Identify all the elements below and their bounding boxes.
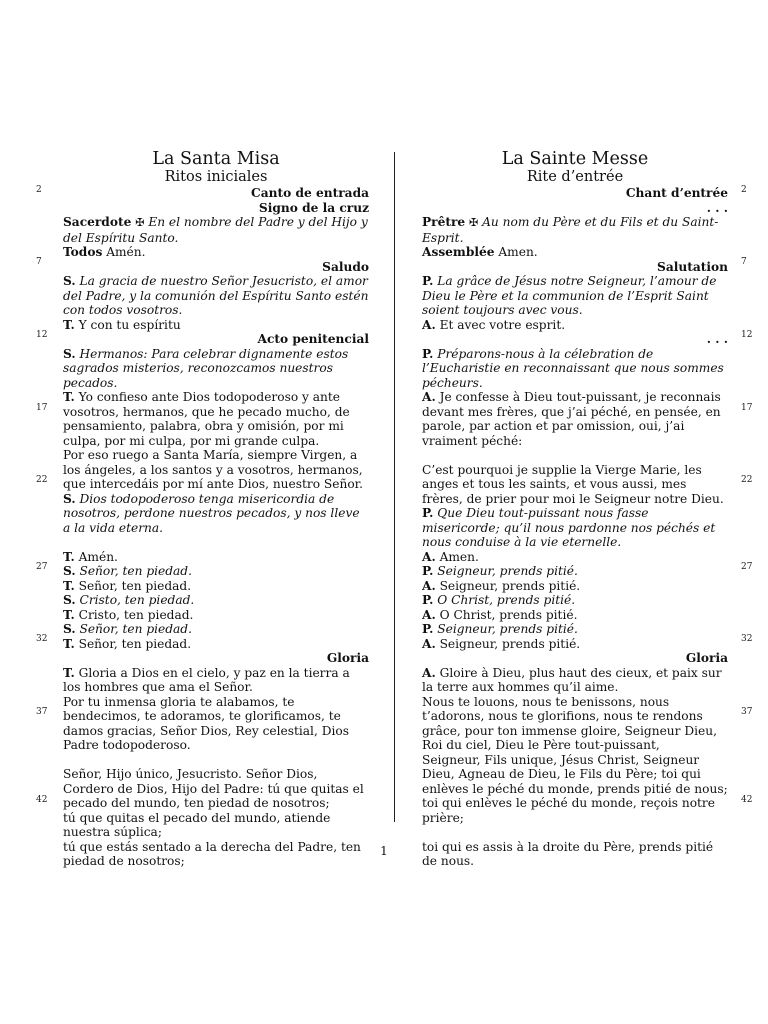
line-text: Seigneur, prends pitié.	[439, 636, 581, 651]
liturgy-line	[422, 463, 728, 507]
liturgy-line	[422, 390, 728, 448]
liturgy-line	[63, 811, 369, 840]
speaker-label: A.	[422, 607, 436, 622]
line-text: Señor, ten piedad.	[79, 564, 192, 578]
liturgy-line	[63, 593, 369, 608]
liturgy-line	[422, 608, 728, 623]
speaker-label: P.	[422, 274, 434, 288]
speaker-label: P.	[422, 506, 434, 520]
line-text: Señor, Hijo único, Jesucristo. Señor Dios, Cordero de Dios, Hijo del Padre: tú que quitas el pecado del mundo, ten piedad de nosotros;	[63, 767, 364, 810]
line-text: Yo confieso ante Dios todopoderoso y ante vosotros, hermanos, que he pecado mucho, de pensamiento, palabra, obra y omisión, por mi culpa, por mi culpa, por mi grande culpa.	[63, 390, 350, 448]
line-text: O Christ, prends pitié.	[439, 607, 578, 622]
line-text: Seigneur, prends pitié.	[437, 622, 578, 636]
line-text: Cristo, ten piedad.	[78, 607, 194, 622]
line-number: 12	[36, 330, 48, 340]
line-number: 37	[36, 707, 48, 717]
speaker-label: S.	[63, 564, 76, 578]
line-number: 27	[741, 562, 753, 572]
section-heading: Saludo	[322, 259, 369, 274]
line-text: Señor, ten piedad.	[78, 578, 192, 593]
liturgy-line	[63, 767, 369, 811]
liturgy-line	[422, 347, 728, 391]
french-title: La Sainte Messe	[501, 149, 649, 169]
section-heading: Canto de entrada	[251, 186, 369, 200]
liturgy-line	[422, 666, 728, 695]
line-text: toi qui enlèves le péché du monde, reçois notre prière;	[422, 796, 715, 825]
line-text: Et avec votre esprit.	[439, 317, 566, 332]
section-heading: Acto penitencial	[257, 332, 369, 346]
speaker-label: S.	[63, 274, 76, 288]
line-text: Seigneur, Fils unique, Jésus Christ, Seigneur Dieu, Agneau de Dieu, le Fils du Père; toi qui enlèves le péché du monde, prends pitié de nous;	[422, 752, 728, 796]
liturgy-line	[422, 695, 728, 753]
cross-icon: ✠	[135, 216, 145, 229]
spacer	[63, 753, 369, 768]
liturgy-line	[63, 550, 369, 565]
line-text: Por eso ruego a Santa María, siempre Virgen, a los ángeles, a los santos y a vosotros, hermanos, que intercedáis por mí ante Dios, nuestro Señor.	[63, 448, 364, 491]
line-number: 22	[36, 475, 48, 485]
line-text: C’est pourquoi je supplie la Vierge Marie, les anges et tous les saints, et vous aussi, mes frères, de prier pour moi le Seigneur notre Dieu.	[422, 462, 724, 506]
section-heading: . . .	[706, 332, 728, 346]
speaker-label: T.	[63, 665, 75, 680]
liturgy-line	[63, 245, 369, 260]
line-text: tú que estás sentado a la derecha del Padre, ten piedad de nosotros;	[63, 839, 361, 868]
line-number: 12	[741, 330, 753, 340]
speaker-label: T.	[63, 578, 75, 593]
liturgy-line	[63, 492, 369, 536]
line-text: Amén.	[78, 549, 118, 564]
line-text: Dios todopoderoso tenga misericordia de nosotros, perdone nuestros pecados, y nos lleve a la vida eterna.	[63, 491, 360, 535]
line-text: Amén.	[106, 245, 146, 259]
line-text: Cristo, ten piedad.	[79, 593, 195, 607]
line-text: Por tu inmensa gloria te alabamos, te bendecimos, te adoramos, te glorificamos, te damos gracias, Señor Dios, Rey celestial, Dios Padre todopoderoso.	[63, 694, 349, 752]
speaker-label: S.	[63, 593, 76, 607]
liturgy-line	[63, 390, 369, 448]
speaker-label: A.	[422, 578, 436, 593]
line-number: 32	[36, 634, 48, 644]
spacer	[422, 825, 728, 840]
speaker-label: T.	[63, 317, 75, 332]
liturgy-line	[63, 215, 369, 245]
spacer	[63, 535, 369, 550]
liturgy-line	[422, 593, 728, 608]
line-text: Gloire à Dieu, plus haut des cieux, et paix sur la terre aux hommes qu’il aime.	[422, 665, 722, 694]
liturgy-line	[422, 579, 728, 594]
liturgy-line	[422, 564, 728, 579]
speaker-label: T.	[63, 636, 75, 651]
liturgy-line	[63, 622, 369, 637]
line-number: 37	[741, 707, 753, 717]
page-number: 1	[380, 844, 388, 858]
speaker-label: P.	[422, 593, 434, 607]
line-number: 42	[741, 795, 753, 805]
line-text: Préparons-nous à la célebration de l’Eucharistie en reconnaissant que nous sommes pécheurs.	[422, 346, 724, 390]
line-text: Au nom du Père et du Fils et du Saint-Esprit.	[422, 215, 719, 245]
section-heading: Gloria	[326, 651, 369, 665]
liturgy-line	[63, 608, 369, 623]
liturgy-line	[422, 318, 728, 333]
french-subtitle: Rite d’entrée	[526, 169, 624, 185]
speaker-label: P.	[422, 346, 434, 361]
liturgy-line	[422, 215, 728, 245]
speaker-label: A.	[422, 665, 436, 680]
line-number: 7	[36, 257, 42, 267]
liturgy-line	[63, 579, 369, 594]
section-heading: Gloria	[685, 651, 728, 665]
line-text: Gloria a Dios en el cielo, y paz en la tierra a los hombres que ama el Señor.	[63, 665, 350, 694]
french-column	[422, 148, 728, 869]
line-number: 32	[741, 634, 753, 644]
section-heading: Chant d’entrée	[625, 186, 728, 200]
line-number: 27	[36, 562, 48, 572]
line-text: Amen.	[439, 549, 479, 564]
line-text: Y con tu espíritu	[78, 317, 181, 332]
speaker-label: P.	[422, 564, 434, 578]
line-text: Nous te louons, nous te benissons, nous t’adorons, nous te glorifions, nous te rendons grâce, pour ton immense gloire, Seigneur Dieu, Roi du ciel, Dieu le Père tout-puissant,	[422, 694, 717, 752]
speaker-label: T.	[63, 390, 75, 404]
line-text: Señor, ten piedad.	[78, 636, 192, 651]
speaker-label: S.	[63, 622, 76, 636]
line-text: Amen.	[498, 245, 538, 259]
line-number: 2	[36, 185, 42, 195]
speaker-label: A.	[422, 636, 436, 651]
line-text: Seigneur, prends pitié.	[439, 578, 581, 593]
liturgy-line	[422, 550, 728, 565]
section-heading: Signo de la cruz	[258, 200, 369, 215]
liturgy-line	[63, 347, 369, 391]
liturgy-line	[63, 274, 369, 318]
line-text: tú que quitas el pecado del mundo, atiende nuestra súplica;	[63, 810, 331, 839]
spanish-column	[63, 148, 369, 869]
line-text: En el nombre del Padre y del Hijo y del Espíritu Santo.	[63, 215, 368, 245]
line-text: La grâce de Jésus notre Seigneur, l’amour de Dieu le Père et la communion de l’Esprit Saint soient toujours avec vous.	[422, 274, 717, 317]
line-text: Je confesse à Dieu tout-puissant, je reconnais devant mes frères, que j’ai péché, en pensée, en parole, par action et par omission, oui, j’ai vraiment péché:	[422, 390, 721, 448]
speaker-label: P.	[422, 622, 434, 636]
line-text: La gracia de nuestro Señor Jesucristo, el amor del Padre, y la comunión del Espíritu Santo estén con todos vosotros.	[63, 274, 369, 317]
speaker-label: S.	[63, 491, 76, 506]
line-text: Señor, ten piedad.	[79, 622, 192, 636]
speaker-label: T.	[63, 549, 75, 564]
speaker-label: Assemblée	[422, 245, 495, 259]
speaker-label: Prêtre	[422, 215, 466, 229]
speaker-label: T.	[63, 607, 75, 622]
liturgy-line	[422, 274, 728, 318]
line-number: 22	[741, 475, 753, 485]
spanish-title: La Santa Misa	[152, 149, 280, 169]
speaker-label: A.	[422, 317, 436, 332]
line-text: Hermanos: Para celebrar dignamente estos sagrados misterios, reconozcamos nuestros pecados.	[63, 346, 349, 390]
speaker-label: Todos	[63, 245, 103, 259]
speaker-label: Sacerdote	[63, 215, 132, 229]
liturgy-line	[422, 796, 728, 825]
line-number: 17	[741, 403, 753, 413]
liturgy-line	[63, 448, 369, 492]
speaker-label: A.	[422, 549, 436, 564]
liturgy-line	[422, 753, 728, 797]
speaker-label: A.	[422, 390, 436, 404]
liturgy-line	[63, 637, 369, 652]
section-heading: . . .	[706, 200, 728, 215]
liturgy-line	[63, 564, 369, 579]
liturgy-line	[422, 622, 728, 637]
line-number: 42	[36, 795, 48, 805]
liturgy-line	[422, 637, 728, 652]
liturgy-line	[63, 666, 369, 695]
liturgy-line	[422, 245, 728, 260]
liturgy-line	[63, 318, 369, 333]
line-number: 7	[741, 257, 747, 267]
section-heading: Salutation	[657, 259, 728, 274]
column-divider	[394, 152, 395, 822]
line-number: 2	[741, 185, 747, 195]
spacer	[422, 448, 728, 463]
cross-icon: ✠	[469, 216, 479, 229]
liturgy-line	[422, 506, 728, 550]
speaker-label: S.	[63, 346, 76, 361]
liturgy-line	[63, 695, 369, 753]
line-number: 17	[36, 403, 48, 413]
line-text: O Christ, prends pitié.	[437, 593, 576, 607]
line-text: Seigneur, prends pitié.	[437, 564, 578, 578]
line-text: Que Dieu tout-puissant nous fasse misericorde; qu’il nous pardonne nos péchés et nous conduise à la vie eternelle.	[422, 506, 716, 549]
spanish-subtitle: Ritos iniciales	[164, 169, 268, 185]
line-text: toi qui es assis à la droite du Père, prends pitié de nous.	[422, 839, 714, 868]
